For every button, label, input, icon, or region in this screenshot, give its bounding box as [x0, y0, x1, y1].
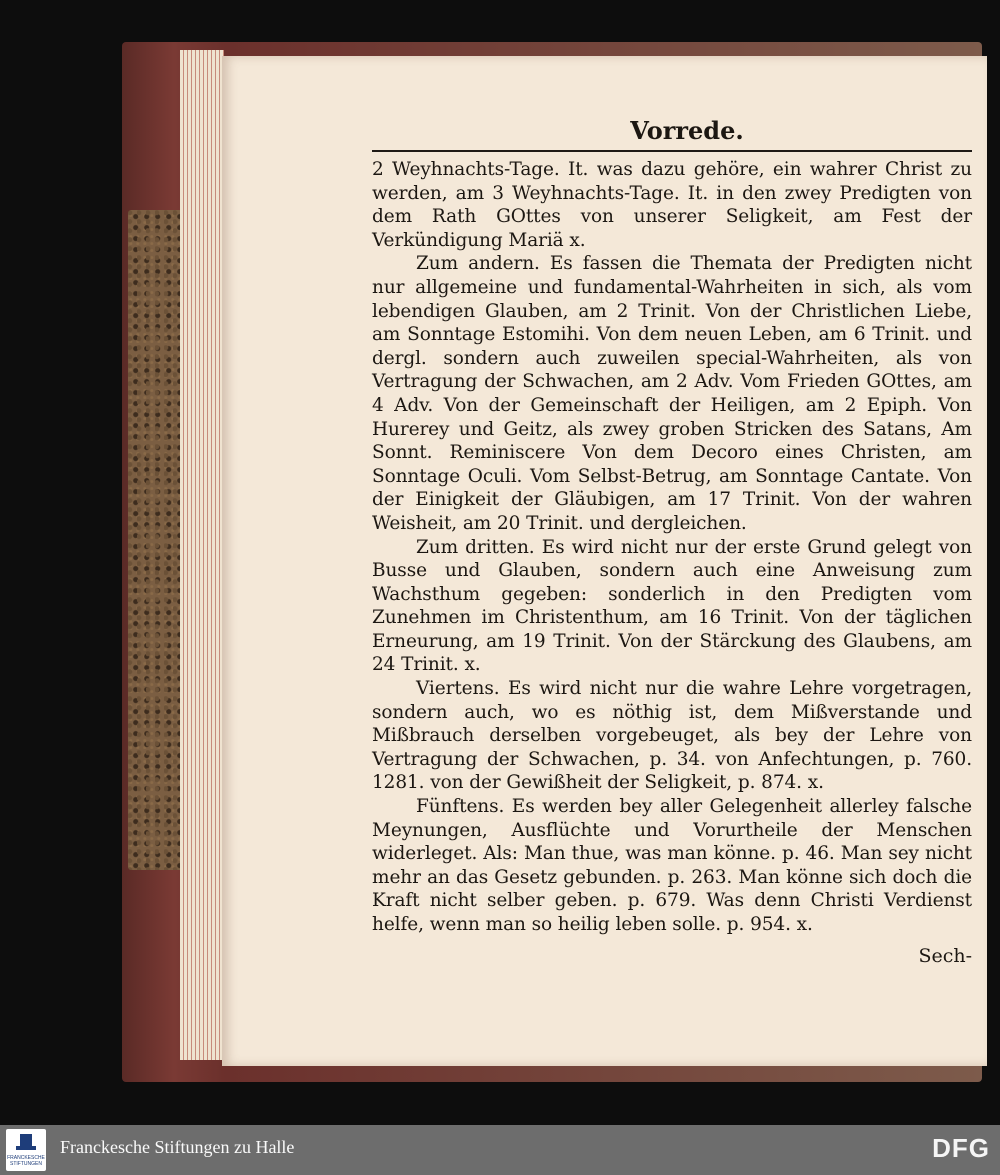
body-text — [372, 158, 972, 937]
paragraph: Fünftens. Es werden bey aller Gelegenheit allerley falsche Meynungen, Ausflüchte und Vorurtheile der Menschen widerleget. Als: Man thue, was man könne. p. 46. Man sey nicht mehr an das Gesetz gebunden. p. 263. Man könne sich doch die Kraft nicht selber geben. p. 679. Was denn Christi Verdienst helfe, wenn man so heilig leben solle. p. 954. x. — [372, 796, 972, 935]
building-icon — [20, 1134, 32, 1150]
paragraph: Zum dritten. Es wird nicht nur der erste Grund gelegt von Busse und Glauben, sondern auch eine Anweisung zum Wachsthum gegeben: sonderlich in den Predigten vom Zunehmen im Christenthum, am 16 Trinit. Von der täglichen Erneurung, am 19 Trinit. Von der Stärckung des Glaubens, am 24 Trinit. x. — [372, 536, 972, 676]
head-rule — [372, 150, 972, 152]
logo-text: FRANCKESCHE STIFTUNGEN — [7, 1155, 45, 1167]
franckesche-logo[interactable] — [6, 1129, 46, 1171]
institution-name: Franckesche Stiftungen zu Halle — [60, 1137, 295, 1157]
dfg-logo[interactable]: DFG — [932, 1133, 990, 1163]
marbled-board — [128, 210, 184, 870]
book-page — [222, 56, 987, 1066]
paragraph: 2 Weyhnachts-Tage. It. was dazu gehöre, ein wahrer Christ zu werden, am 3 Weyhnachts-Tage. It. in den zwey Predigten von dem Rath GOttes von unserer Seligkeit, am Fest der Verkündigung Mariä x. — [372, 159, 972, 251]
catchword: Sech- — [918, 944, 972, 967]
paragraph: Zum andern. Es fassen die Themata der Predigten nicht nur allgemeine und fundamental-Wahrheiten in sich, als vom lebendigen Glauben, am 2 Trinit. Von der Christlichen Liebe, am Sonntage Estomihi. Von dem neuen Leben, am 6 Trinit. und dergl. sondern auch zuweilen special-Wahrheiten, als von Vertragung der Schwachen, am 2 Adv. Vom Frieden GOttes, am 4 Adv. Von der Gemeinschaft der Heiligen, am 2 Epiph. Von Hurerey und Geitz, als zwey groben Stricken des Satans, Am Sonnt. Reminiscere Von dem Decoro eines Christen, am Sonntage Oculi. Vom Selbst-Betrug, am Sonntage Cantate. Von der Einigkeit der Gläubigen, am 17 Trinit. Von der wahren Weisheit, am 20 Trinit. und dergleichen. — [372, 253, 972, 534]
paragraph: Viertens. Es wird nicht nur die wahre Lehre vorgetragen, sondern auch, wo es nöthig ist, dem Mißverstande und Mißbrauch derselben vorgebeuget, als bey der Lehre von Vertragung der Schwachen, p. 34. von Anfechtungen, p. 760. 1281. von der Gewißheit der Seligkeit, p. 874. x. — [372, 678, 972, 794]
running-head: Vorrede. — [630, 116, 744, 145]
footer-bar — [0, 1125, 1000, 1175]
page-content — [372, 114, 972, 967]
page-edges — [180, 50, 224, 1060]
